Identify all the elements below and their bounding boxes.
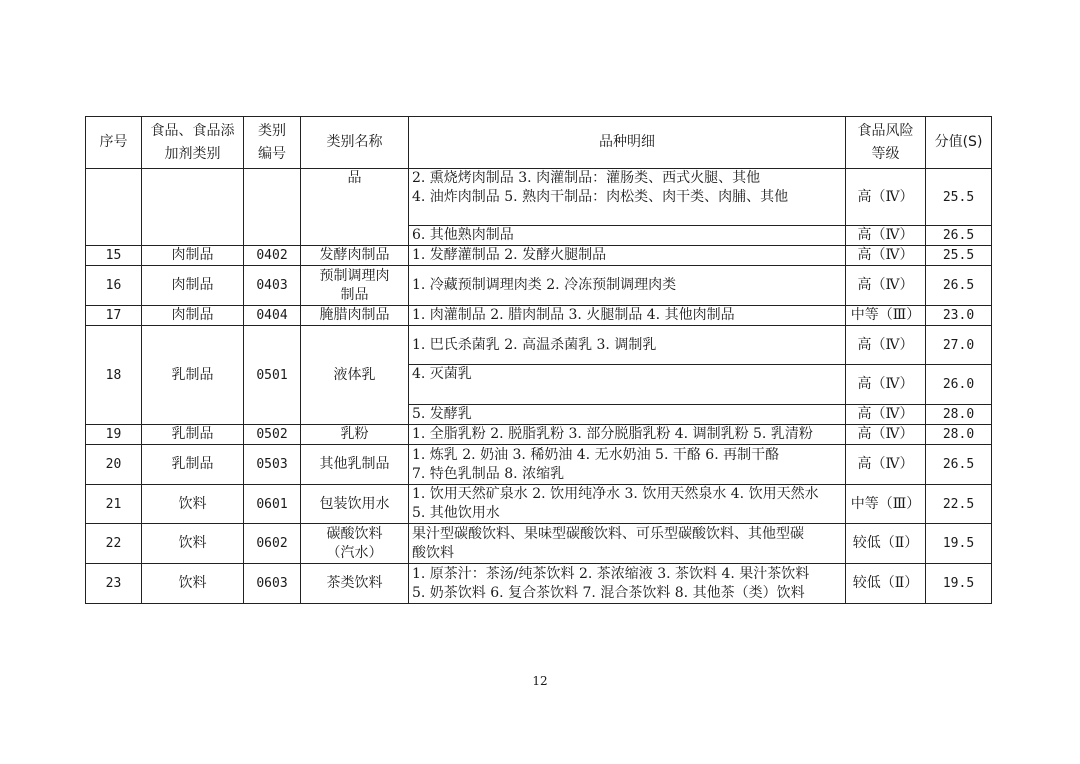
table-row (86, 445, 992, 485)
cell-risk: 较低（Ⅱ） (846, 524, 926, 564)
cell-code: 0404 (244, 306, 301, 326)
cell-risk: 高（Ⅳ） (846, 169, 926, 226)
name-line: 预制调理肉 (319, 267, 390, 284)
table-row (86, 485, 992, 524)
cell-seq: 19 (86, 425, 142, 445)
cell-risk: 高（Ⅳ） (846, 405, 926, 425)
detail-line: 1. 饮用天然矿泉水 2. 饮用纯净水 3. 饮用天然泉水 4. 饮用天然水 (412, 486, 819, 502)
header-category (142, 117, 244, 169)
page-number: 12 (532, 674, 548, 688)
cell-detail: 1. 全脂乳粉 2. 脱脂乳粉 3. 部分脱脂乳粉 4. 调制乳粉 5. 乳清粉 (409, 425, 846, 445)
header-risk (846, 117, 926, 169)
header-detail: 品种明细 (409, 117, 846, 169)
cell-seq: 22 (86, 524, 142, 564)
header-score: 分值(S) (926, 117, 992, 169)
table-header-row (86, 117, 992, 169)
cell-code: 0403 (244, 266, 301, 306)
detail-line: 1. 炼乳 2. 奶油 3. 稀奶油 4. 无水奶油 5. 干酪 6. 再制干酪 (412, 446, 780, 463)
table-row (86, 169, 992, 226)
cell-score: 23.0 (926, 306, 992, 326)
name-line: （汽水） (326, 544, 383, 561)
table-row (86, 524, 992, 564)
cell-category: 饮料 (142, 524, 244, 564)
header-code-line-1: 类别 (258, 122, 286, 139)
cell-score: 26.5 (926, 266, 992, 306)
cell-risk: 高（Ⅳ） (846, 226, 926, 246)
cell-name: 腌腊肉制品 (301, 306, 409, 326)
cell-category: 肉制品 (142, 266, 244, 306)
cell-code: 0503 (244, 445, 301, 485)
cell-risk: 高（Ⅳ） (846, 425, 926, 445)
header-seq: 序号 (86, 117, 142, 169)
cell-score: 28.0 (926, 425, 992, 445)
cell-detail (409, 445, 846, 485)
cell-category: 乳制品 (142, 326, 244, 425)
header-code-line-2: 编号 (258, 145, 286, 162)
cell-score: 19.5 (926, 524, 992, 564)
detail-line: 酸饮料 (412, 544, 454, 561)
cell-detail: 1. 冷藏预制调理肉类 2. 冷冻预制调理肉类 (409, 266, 846, 306)
table-row (86, 564, 992, 604)
header-risk-line-2: 等级 (871, 145, 900, 162)
cell-detail (409, 169, 846, 226)
header-code (244, 117, 301, 169)
cell-risk: 较低（Ⅱ） (846, 564, 926, 604)
cell-score: 25.5 (926, 246, 992, 266)
name-line: 碳酸饮料 (326, 525, 383, 542)
cell-code: 0603 (244, 564, 301, 604)
cell-code: 0601 (244, 485, 301, 524)
cell-detail: 5. 发酵乳 (409, 405, 846, 425)
detail-line: 7. 特色乳制品 8. 浓缩乳 (412, 465, 565, 482)
detail-line: 5. 奶茶饮料 6. 复合茶饮料 7. 混合茶饮料 8. 其他茶（类）饮料 (412, 584, 805, 601)
cell-score: 25.5 (926, 169, 992, 226)
cell-detail (409, 524, 846, 564)
cell-name: 发酵肉制品 (301, 246, 409, 266)
cell-detail: 1. 巴氏杀菌乳 2. 高温杀菌乳 3. 调制乳 (409, 326, 846, 365)
cell-category: 饮料 (142, 564, 244, 604)
cell-category: 乳制品 (142, 445, 244, 485)
cell-risk: 中等（Ⅲ） (846, 485, 926, 524)
cell-risk: 高（Ⅳ） (846, 326, 926, 365)
cell-seq: 17 (86, 306, 142, 326)
header-category-line-1: 食品、食品添 (150, 122, 235, 139)
cell-score: 22.5 (926, 485, 992, 524)
table-row (86, 306, 992, 326)
detail-line: 2. 熏烧烤肉制品 3. 肉灌制品：灌肠类、西式火腿、其他 (412, 170, 761, 186)
cell-risk: 高（Ⅳ） (846, 246, 926, 266)
cell-seq: 20 (86, 445, 142, 485)
cell-seq: 21 (86, 485, 142, 524)
cell-detail (409, 485, 846, 524)
food-risk-table (85, 116, 992, 604)
cell-score: 28.0 (926, 405, 992, 425)
table-row (86, 326, 992, 365)
detail-line: 果汁型碳酸饮料、果味型碳酸饮料、可乐型碳酸饮料、其他型碳 (412, 525, 804, 542)
cell-seq (86, 169, 142, 246)
detail-line: 4. 油炸肉制品 5. 熟肉干制品：肉松类、肉干类、肉脯、其他 (412, 189, 789, 205)
cell-code: 0501 (244, 326, 301, 425)
cell-code: 0502 (244, 425, 301, 445)
cell-name: 乳粉 (301, 425, 409, 445)
cell-code: 0602 (244, 524, 301, 564)
cell-score: 26.5 (926, 226, 992, 246)
cell-score: 19.5 (926, 564, 992, 604)
cell-detail (409, 564, 846, 604)
cell-name: 包装饮用水 (301, 485, 409, 524)
cell-seq: 18 (86, 326, 142, 425)
cell-name: 液体乳 (301, 326, 409, 425)
cell-detail: 1. 发酵灌制品 2. 发酵火腿制品 (409, 246, 846, 266)
cell-risk: 中等（Ⅲ） (846, 306, 926, 326)
cell-detail: 4. 灭菌乳 (409, 365, 846, 405)
cell-risk: 高（Ⅳ） (846, 445, 926, 485)
cell-seq: 23 (86, 564, 142, 604)
cell-risk: 高（Ⅳ） (846, 266, 926, 306)
cell-code (244, 169, 301, 246)
header-name: 类别名称 (301, 117, 409, 169)
cell-name: 茶类饮料 (301, 564, 409, 604)
table-row (86, 246, 992, 266)
cell-category: 肉制品 (142, 306, 244, 326)
cell-score: 27.0 (926, 326, 992, 365)
cell-category (142, 169, 244, 246)
cell-detail: 6. 其他熟肉制品 (409, 226, 846, 246)
cell-name (301, 266, 409, 306)
cell-risk: 高（Ⅳ） (846, 365, 926, 405)
cell-category: 饮料 (142, 485, 244, 524)
header-category-line-2: 加剂类别 (164, 145, 221, 162)
cell-score: 26.0 (926, 365, 992, 405)
cell-detail: 1. 肉灌制品 2. 腊肉制品 3. 火腿制品 4. 其他肉制品 (409, 306, 846, 326)
cell-seq: 16 (86, 266, 142, 306)
cell-seq: 15 (86, 246, 142, 266)
table-row (86, 425, 992, 445)
cell-category: 肉制品 (142, 246, 244, 266)
cell-name: 品 (301, 169, 409, 246)
detail-line: 1. 原茶汁：茶汤/纯茶饮料 2. 茶浓缩液 3. 茶饮料 4. 果汁茶饮料 (412, 565, 810, 582)
cell-code: 0402 (244, 246, 301, 266)
header-risk-line-1: 食品风险 (857, 122, 914, 139)
cell-name: 其他乳制品 (301, 445, 409, 485)
cell-category: 乳制品 (142, 425, 244, 445)
table-row (86, 266, 992, 306)
detail-line: 5. 其他饮用水 (412, 505, 500, 521)
cell-name (301, 524, 409, 564)
name-line: 制品 (340, 286, 369, 303)
cell-score: 26.5 (926, 445, 992, 485)
